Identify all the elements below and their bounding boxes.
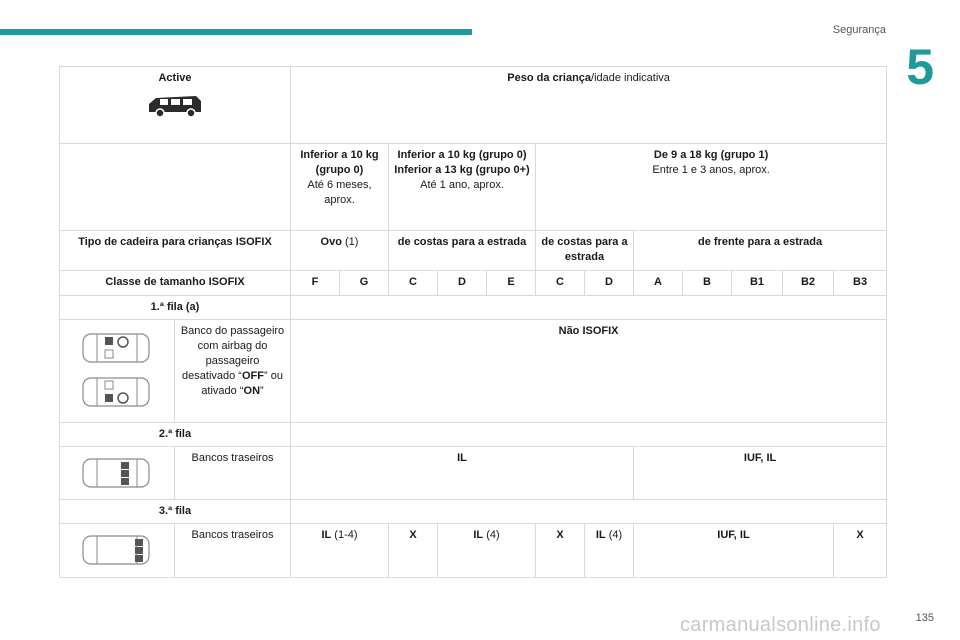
weight-cell <box>291 67 887 144</box>
row3-value-label: IL <box>595 529 606 541</box>
page-number: 135 <box>915 612 934 624</box>
row3-value-label: IL <box>473 529 484 541</box>
row1-desc-c: ” <box>260 385 264 397</box>
class-row <box>60 271 887 296</box>
group-0-age: Até 6 meses, aprox. <box>307 179 372 206</box>
row3-value: IUF, IL <box>634 524 834 578</box>
row2-icon-cell <box>60 447 175 500</box>
row3-content-row <box>60 524 887 578</box>
row2-content-row <box>60 447 887 500</box>
row2-value-b: IUF, IL <box>634 447 887 500</box>
section-title: Segurança <box>832 24 886 36</box>
group-1-age: Entre 1 e 3 anos, aprox. <box>652 164 770 176</box>
row1-heading: 1.ª fila (a) <box>60 296 291 320</box>
class-cell: C <box>536 271 585 296</box>
type-ovo <box>291 231 389 271</box>
rear-seats-icon <box>79 453 155 493</box>
active-label: Active <box>158 72 192 84</box>
row1-desc-a: Banco do passageiro com airbag do passageiro desativado “ <box>180 325 285 382</box>
group-0plus-weight-b: Inferior a 13 kg (grupo 0+) <box>394 164 530 176</box>
isofix-table <box>59 66 887 578</box>
type-rear-b: de costas para a estrada <box>536 231 634 271</box>
class-cell: B3 <box>834 271 887 296</box>
type-label: Tipo de cadeira para crianças ISOFIX <box>60 231 291 271</box>
row2-heading-empty <box>291 423 887 447</box>
row3-value: X <box>536 524 585 578</box>
row3-heading: 3.ª fila <box>60 500 291 524</box>
groups-empty-cell <box>60 144 291 231</box>
class-cell: A <box>634 271 683 296</box>
third-row-seats-icon <box>79 530 155 570</box>
group-1-cell <box>536 144 887 231</box>
class-cell: E <box>487 271 536 296</box>
class-cell: D <box>438 271 487 296</box>
row3-value: X <box>834 524 887 578</box>
type-front: de frente para a estrada <box>634 231 887 271</box>
weight-label: Peso da criança <box>507 72 592 84</box>
row3-value-note: (1-4) <box>331 529 358 541</box>
row3-value <box>438 524 536 578</box>
row2-heading-row <box>60 423 887 447</box>
row3-seat-desc: Bancos traseiros <box>175 524 291 578</box>
row1-desc-b: ” ou ativado “ <box>201 370 283 397</box>
row3-value-note: (4) <box>605 529 623 541</box>
airbag-on-label: ON <box>243 385 261 397</box>
group-0plus-weight-a: Inferior a 10 kg (grupo 0) <box>397 149 527 161</box>
group-0plus-cell <box>389 144 536 231</box>
row3-heading-empty <box>291 500 887 524</box>
group-0plus-age: Até 1 ano, aprox. <box>420 179 504 191</box>
class-label: Classe de tamanho ISOFIX <box>60 271 291 296</box>
type-row <box>60 231 887 271</box>
van-side-icon <box>146 92 204 120</box>
row3-value <box>585 524 634 578</box>
row2-value-a: IL <box>291 447 634 500</box>
group-0-name: (grupo 0) <box>315 164 364 176</box>
type-rear-a: de costas para a estrada <box>389 231 536 271</box>
class-cell: F <box>291 271 340 296</box>
group-0-weight: Inferior a 10 kg <box>300 149 379 161</box>
row1-heading-empty <box>291 296 887 320</box>
row1-heading-row <box>60 296 887 320</box>
row3-value-label: IL <box>321 529 332 541</box>
header-row-active <box>60 67 887 144</box>
row3-heading-row <box>60 500 887 524</box>
group-1-weight: De 9 a 18 kg (grupo 1) <box>653 149 769 161</box>
active-cell <box>60 67 291 144</box>
row3-value-note: (4) <box>483 529 500 541</box>
row1-value: Não ISOFIX <box>291 320 887 423</box>
front-seat-airbag-icon <box>79 328 155 368</box>
class-cell: G <box>340 271 389 296</box>
group-0-cell <box>291 144 389 231</box>
row3-value <box>291 524 389 578</box>
class-cell: B1 <box>732 271 783 296</box>
chapter-number: 5 <box>906 39 934 95</box>
watermark: carmanualsonline.info <box>680 614 881 636</box>
type-ovo-label: Ovo <box>320 236 342 248</box>
airbag-off-label: OFF <box>241 370 264 382</box>
class-cell: D <box>585 271 634 296</box>
row2-seat-desc: Bancos traseiros <box>175 447 291 500</box>
class-cell: B <box>683 271 732 296</box>
row3-icon-cell <box>60 524 175 578</box>
weight-suffix: /idade indicativa <box>591 72 670 84</box>
class-cell: B2 <box>783 271 834 296</box>
class-cell: C <box>389 271 438 296</box>
row1-content-row <box>60 320 887 423</box>
type-ovo-note: (1) <box>341 236 359 248</box>
groups-row <box>60 144 887 231</box>
row2-heading: 2.ª fila <box>60 423 291 447</box>
row3-value: X <box>389 524 438 578</box>
passenger-seat-airbag-icon <box>79 372 155 412</box>
row1-icons-cell <box>60 320 175 423</box>
header-accent-bar <box>0 29 472 35</box>
row1-seat-desc <box>175 320 291 423</box>
